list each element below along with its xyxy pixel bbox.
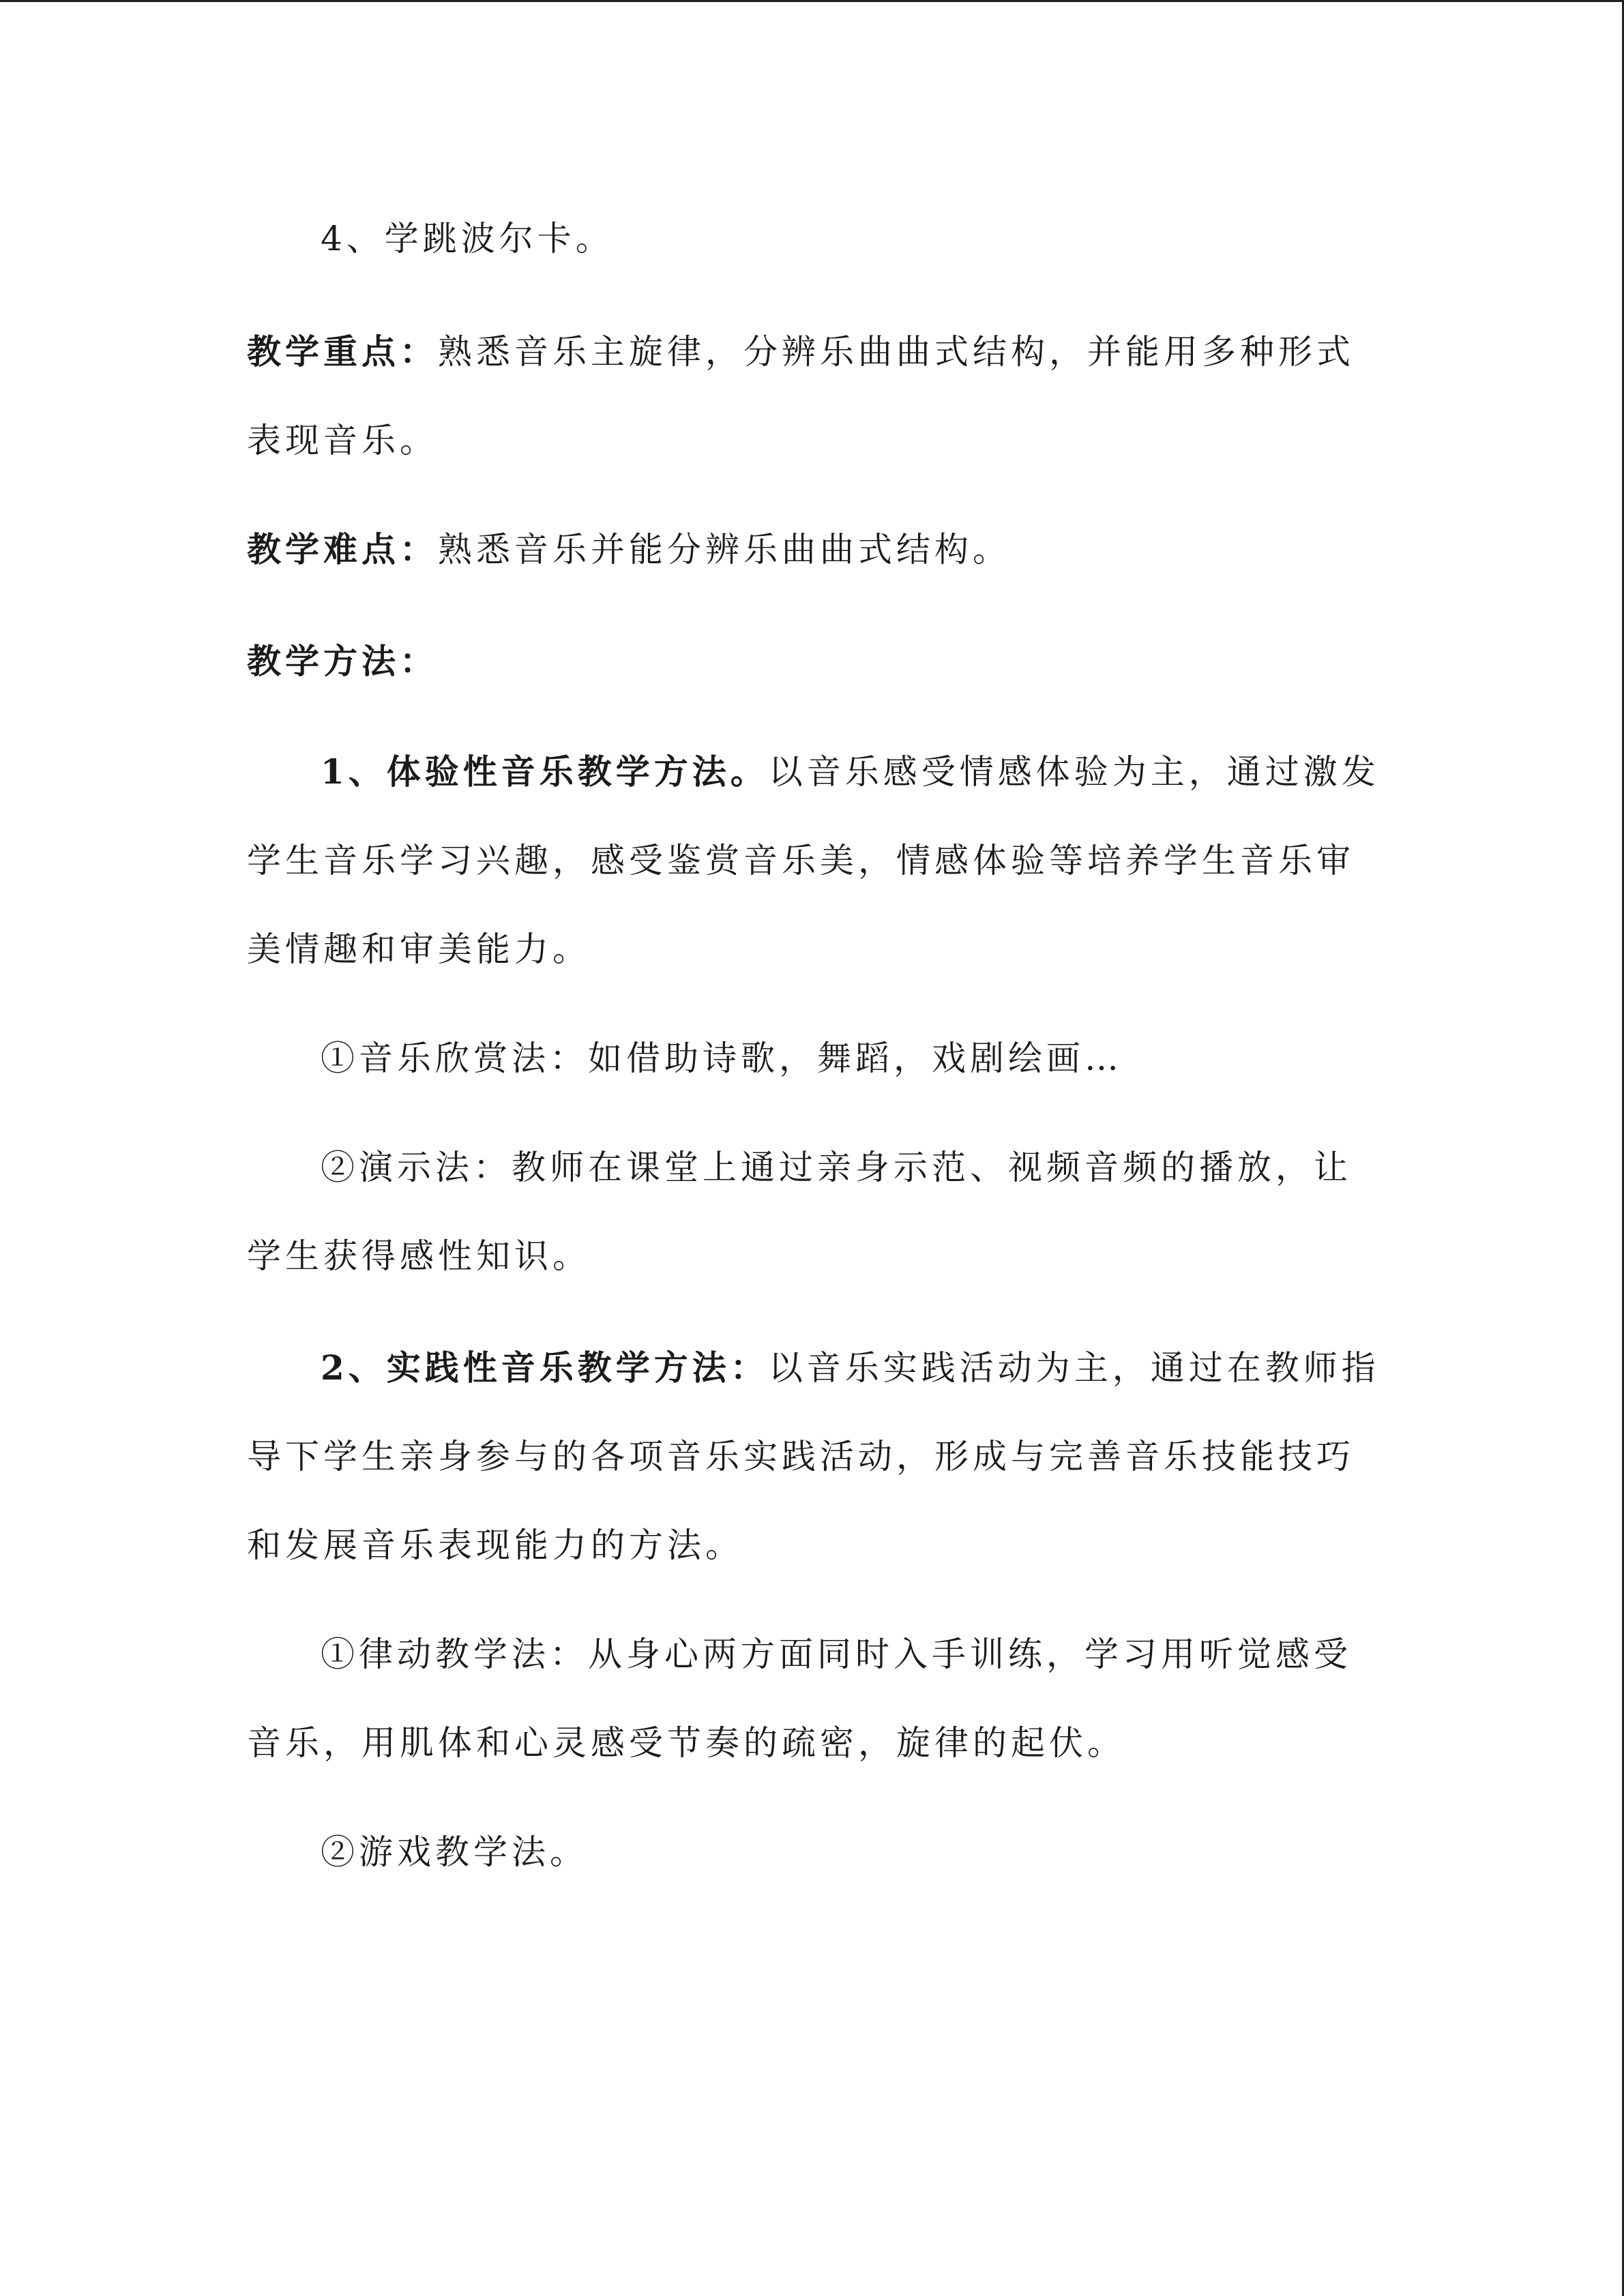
key-point-text-continued: 表现音乐。 xyxy=(247,421,438,460)
rhythm-method-line1: ①律动教学法：从身心两方面同时入手训练，学习用听觉感受 xyxy=(321,1635,1352,1674)
method-1-text-line3: 美情趣和审美能力。 xyxy=(247,929,591,969)
method-2-text-line2: 导下学生亲身参与的各项音乐实践活动，形成与完善音乐技能技巧 xyxy=(247,1437,1355,1476)
method-2-paragraph xyxy=(321,1347,1380,1388)
game-method: ②游戏教学法。 xyxy=(321,1832,588,1872)
difficult-point-paragraph xyxy=(247,529,1011,570)
method-2-text: 以音乐实践活动为主，通过在教师指 xyxy=(768,1348,1380,1388)
rhythm-method-line2: 音乐，用肌体和心灵感受节奏的疏密，旋律的起伏。 xyxy=(247,1723,1125,1763)
music-appreciation-method: ①音乐欣赏法：如借助诗歌，舞蹈，戏剧绘画… xyxy=(321,1039,1123,1078)
difficult-point-label: 教学难点： xyxy=(247,529,438,569)
methods-heading: 教学方法： xyxy=(247,641,438,681)
key-point-paragraph xyxy=(247,331,1355,372)
method-1-text: 以音乐感受情感体验为主，通过激发 xyxy=(768,752,1380,792)
method-2-text-line3: 和发展音乐表现能力的方法。 xyxy=(247,1525,743,1565)
objective-item-4: 4、学跳波尔卡。 xyxy=(321,219,614,258)
demonstration-method-line1: ②演示法：教师在课堂上通过亲身示范、视频音频的播放，让 xyxy=(321,1148,1352,1187)
method-1-paragraph xyxy=(321,751,1380,792)
key-point-label: 教学重点： xyxy=(247,331,438,372)
page-top-border xyxy=(0,0,1624,2)
method-1-title: 1、体验性音乐教学方法。 xyxy=(321,751,769,792)
key-point-text: 熟悉音乐主旋律，分辨乐曲曲式结构，并能用多种形式 xyxy=(438,332,1355,372)
demonstration-method-line2: 学生获得感性知识。 xyxy=(247,1236,591,1276)
method-1-text-line2: 学生音乐学习兴趣，感受鉴赏音乐美，情感体验等培养学生音乐审 xyxy=(247,841,1355,880)
method-2-title: 2、实践性音乐教学方法： xyxy=(321,1347,769,1388)
difficult-point-text: 熟悉音乐并能分辨乐曲曲式结构。 xyxy=(438,530,1011,569)
